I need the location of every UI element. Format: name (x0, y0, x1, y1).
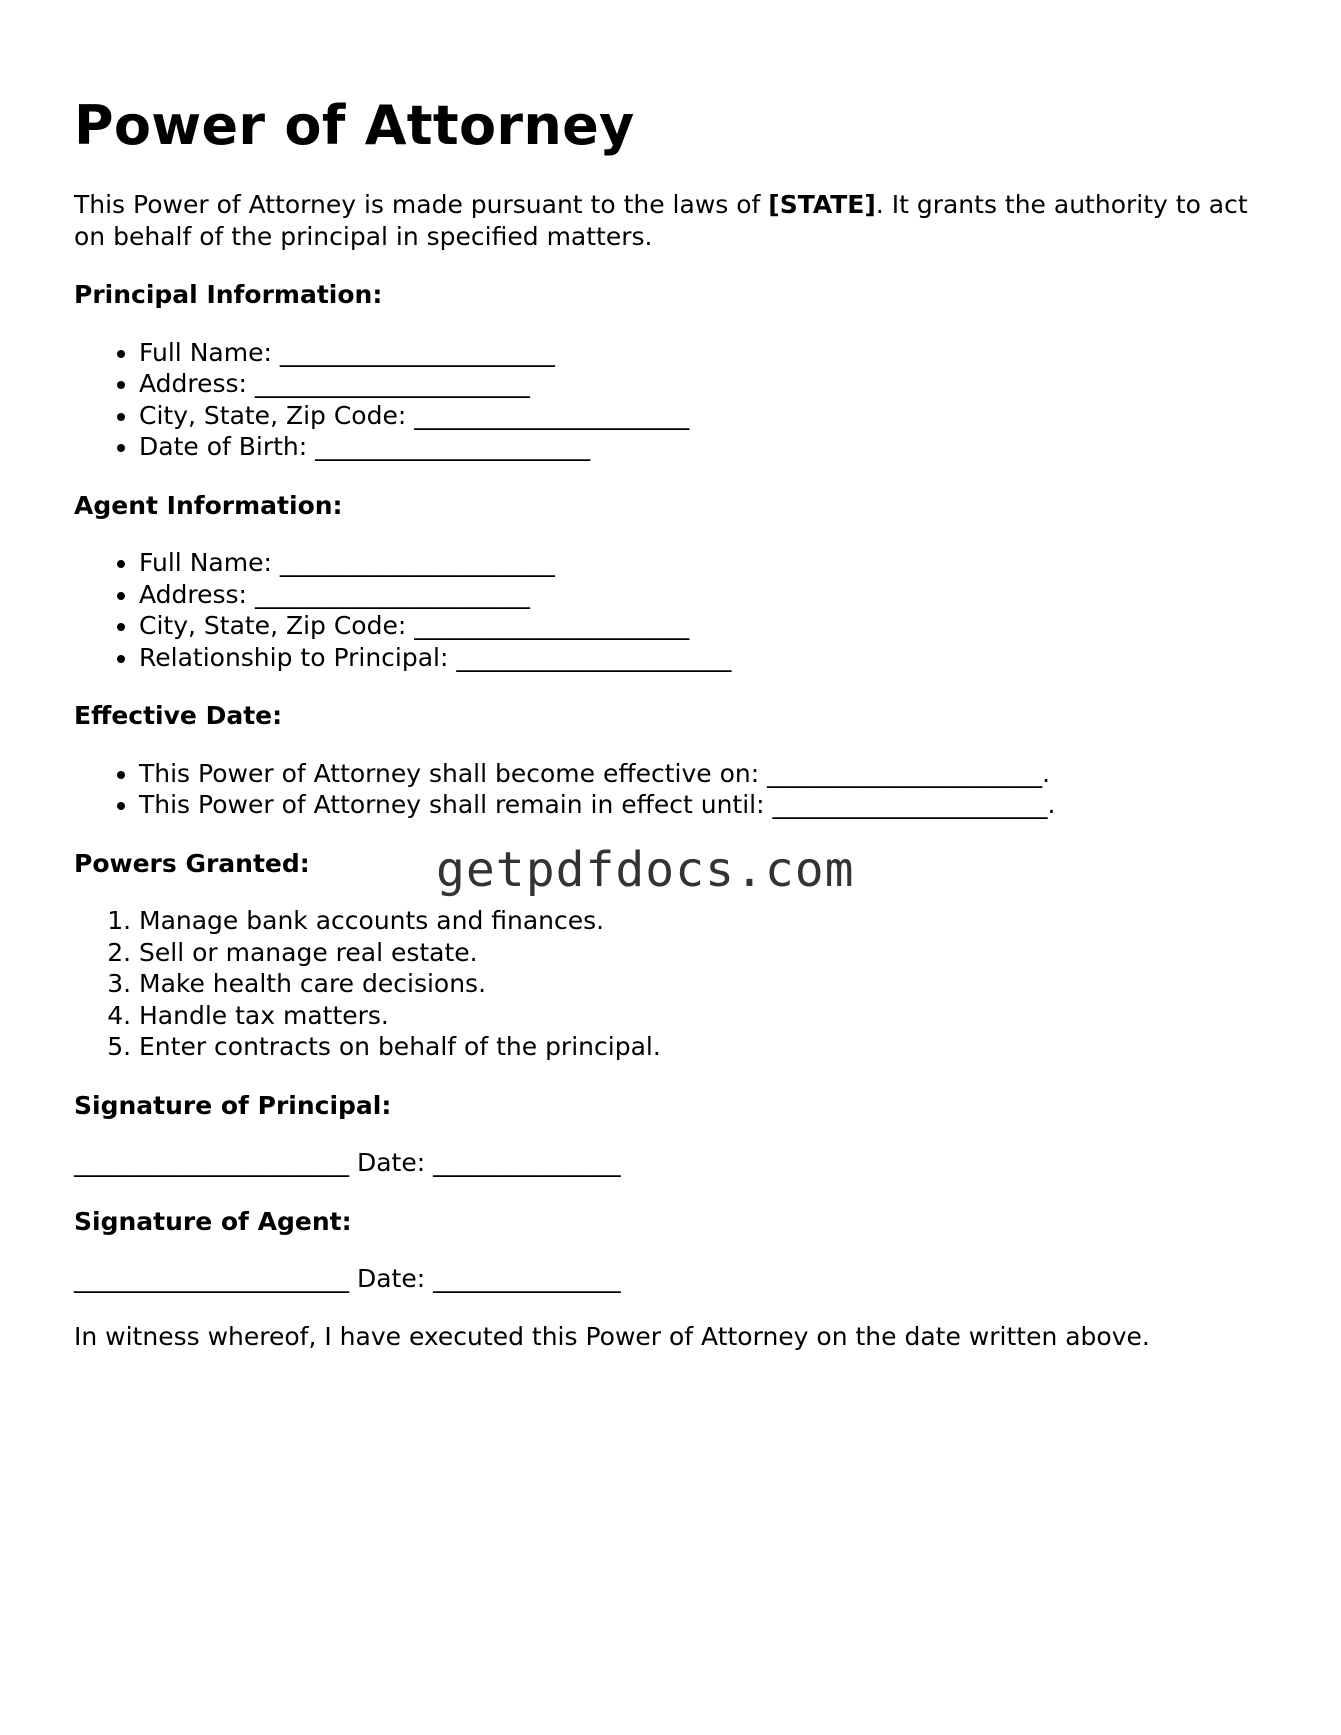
agent-relationship-field[interactable]: • Relationship to Principal: ______________________ (139, 642, 1274, 674)
powers-heading: Powers Granted: (74, 848, 310, 878)
principal-full-name-field[interactable]: • Full Name: ______________________ (139, 337, 1274, 369)
agent-address-field[interactable]: • Address: ______________________ (139, 579, 1274, 611)
principal-signature-line[interactable]: ______________________ Date: _______________ (74, 1148, 621, 1177)
effective-date-heading: Effective Date: (74, 701, 283, 730)
principal-dob-field[interactable]: • Date of Birth: ______________________ (139, 431, 1274, 463)
principal-address-field[interactable]: • Address: ______________________ (139, 368, 1274, 400)
power-item: 5. Enter contracts on behalf of the principal. (139, 1031, 1274, 1063)
principal-signature-heading: Signature of Principal: (74, 1090, 392, 1120)
agent-full-name-field[interactable]: • Full Name: ______________________ (139, 547, 1274, 579)
effective-start-field[interactable]: • This Power of Attorney shall become effective on: ______________________. (139, 758, 1274, 790)
powers-list (74, 905, 1274, 1063)
intro-paragraph (74, 189, 1274, 252)
principal-fields-list (74, 337, 1274, 463)
effective-end-field[interactable]: • This Power of Attorney shall remain in effect until: ______________________. (139, 789, 1274, 821)
agent-fields-list (74, 547, 1274, 673)
document-title: Power of Attorney (74, 94, 635, 157)
agent-signature-line[interactable]: ______________________ Date: _______________ (74, 1264, 621, 1293)
agent-heading: Agent Information: (74, 490, 343, 520)
principal-heading: Principal Information: (74, 280, 383, 309)
intro-text-after: . It grants the authority to act on behalf of the principal in specified matters. (74, 190, 1248, 251)
state-placeholder: [STATE] (768, 190, 876, 219)
power-item: 4. Handle tax matters. (139, 1000, 1274, 1032)
intro-text-before: This Power of Attorney is made pursuant to the laws of (74, 190, 769, 219)
agent-signature-heading: Signature of Agent: (74, 1206, 352, 1236)
watermark: getpdfdocs.com (436, 842, 855, 898)
effective-date-list (74, 758, 1274, 821)
power-item: 1. Manage bank accounts and finances. (139, 905, 1274, 937)
closing-statement: In witness whereof, I have executed this Power of Attorney on the date written above. (74, 1321, 1150, 1351)
power-item: 3. Make health care decisions. (139, 968, 1274, 1000)
document-page (74, 0, 1274, 1352)
principal-city-state-zip-field[interactable]: • City, State, Zip Code: ______________________ (139, 400, 1274, 432)
power-item: 2. Sell or manage real estate. (139, 937, 1274, 969)
agent-city-state-zip-field[interactable]: • City, State, Zip Code: ______________________ (139, 610, 1274, 642)
